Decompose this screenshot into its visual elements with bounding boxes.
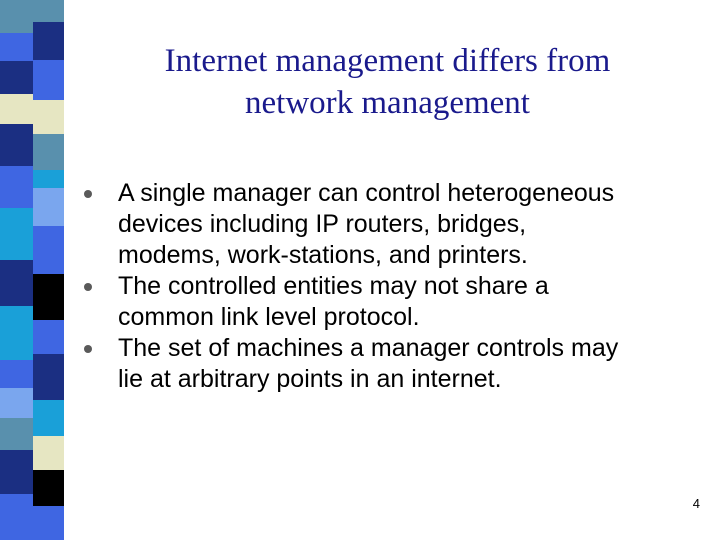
stripe-block — [33, 436, 64, 470]
stripe-block — [33, 354, 64, 400]
bullet-list — [80, 178, 700, 395]
stripe-block — [0, 208, 33, 260]
stripe-block — [33, 226, 64, 274]
stripe-block — [33, 274, 64, 320]
stripe-block — [0, 306, 33, 360]
stripe-block — [33, 320, 64, 354]
bullet-text-line: A single manager can control heterogeneous — [118, 179, 615, 207]
bullet-dot-icon — [84, 345, 92, 353]
bullet-text-line: The controlled entities may not share a — [118, 272, 549, 300]
stripe-block — [0, 0, 33, 33]
slide-title — [100, 40, 675, 124]
stripe-block — [33, 188, 64, 226]
stripe-block — [0, 418, 33, 450]
bullet-text-line: The set of machines a manager controls may — [118, 334, 619, 362]
stripe-block — [0, 360, 33, 388]
stripe-block — [0, 450, 33, 494]
stripe-block — [33, 0, 64, 22]
bullet-text-line: modems, work-stations, and printers. — [118, 241, 528, 269]
bullet-item — [80, 333, 700, 395]
stripe-block — [33, 60, 64, 100]
stripe-block — [0, 94, 33, 124]
stripe-block — [33, 100, 64, 134]
bullet-item — [80, 271, 700, 333]
bullet-text-line: common link level protocol. — [118, 303, 420, 331]
page-number: 4 — [692, 496, 700, 511]
stripe-block — [33, 22, 64, 60]
stripe-block — [0, 166, 33, 208]
slide-title-line: Internet management differs from — [164, 43, 611, 79]
stripe-block — [0, 124, 33, 166]
stripe-block — [0, 388, 33, 418]
stripe-block — [33, 134, 64, 170]
stripe-block — [33, 170, 64, 188]
stripe-block — [33, 400, 64, 436]
stripe-block — [33, 506, 64, 540]
stripe-block — [33, 470, 64, 506]
stripe-block — [0, 494, 33, 540]
stripe-block — [0, 260, 33, 306]
bullet-dot-icon — [84, 283, 92, 291]
bullet-text-line: lie at arbitrary points in an internet. — [118, 365, 502, 393]
stripe-block — [0, 33, 33, 61]
decorative-stripe — [0, 0, 64, 540]
slide-title-line: network management — [245, 85, 530, 121]
bullet-item — [80, 178, 700, 271]
stripe-block — [0, 61, 33, 94]
bullet-text-line: devices including IP routers, bridges, — [118, 210, 527, 238]
bullet-dot-icon — [84, 190, 92, 198]
